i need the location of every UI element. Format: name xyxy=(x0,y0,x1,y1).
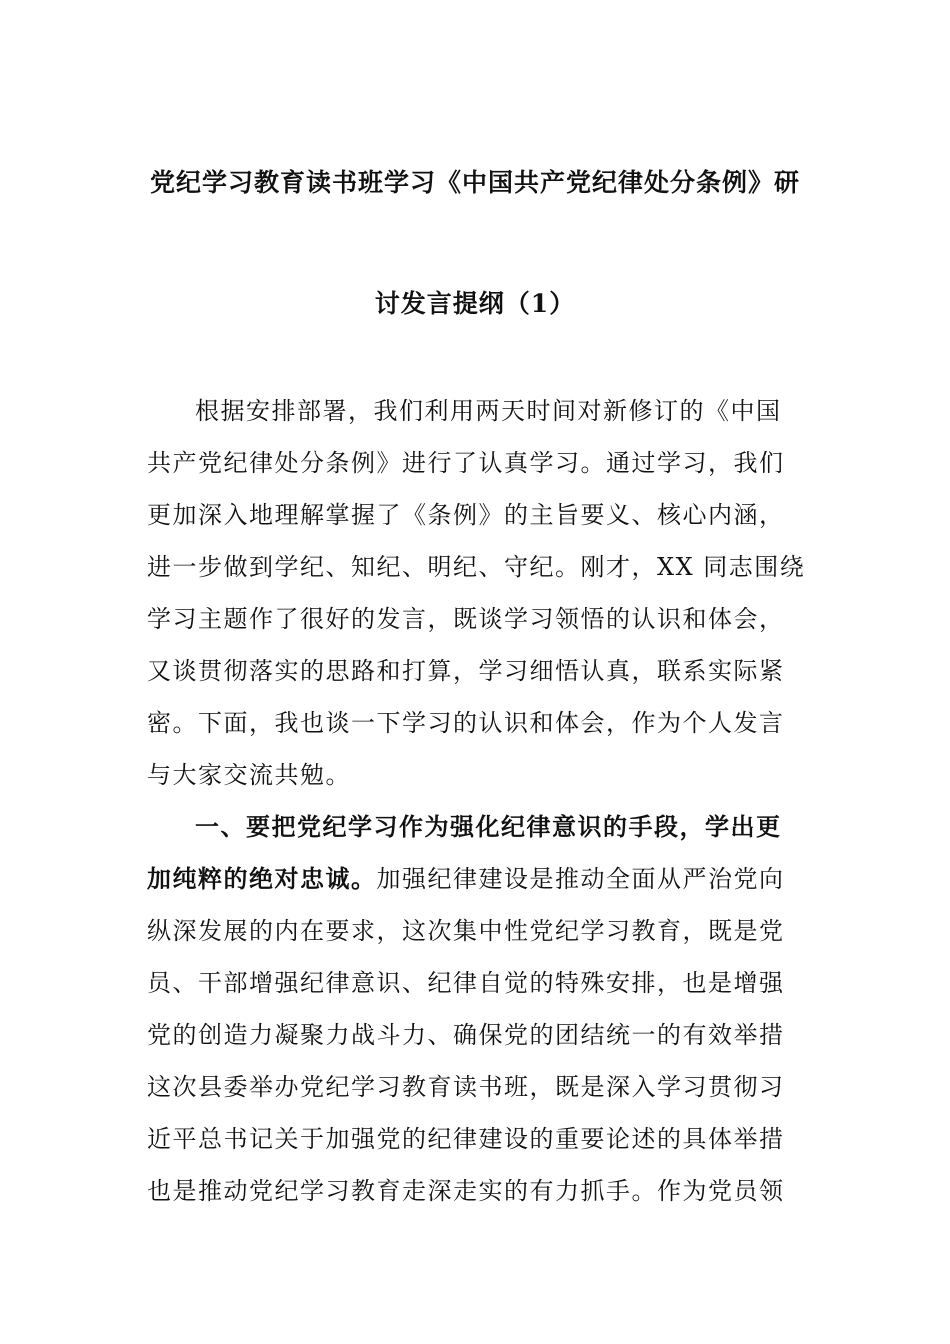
paragraph-2-line: 这次县委举办党纪学习教育读书班，既是深入学习贯彻习 xyxy=(147,1073,785,1101)
paragraph-2-line: 员、干部增强纪律意识、纪律自觉的特殊安排，也是增强 xyxy=(147,969,785,997)
paragraph-2-line xyxy=(147,862,785,896)
paragraph-2-text: 加强纪律建设是推动全面从严治党向 xyxy=(376,865,785,893)
paragraph-1-line: 进一步做到学纪、知纪、明纪、守纪。刚才，XX 同志围绕 xyxy=(147,553,806,581)
paragraph-2-line: 近平总书记关于加强党的纪律建设的重要论述的具体举措 xyxy=(147,1125,785,1153)
document-title-line-1: 党纪学习教育读书班学习《中国共产党纪律处分条例》研 xyxy=(149,168,800,197)
paragraph-1-line: 与大家交流共勉。 xyxy=(147,761,351,789)
paragraph-2-line: 党的创造力凝聚力战斗力、确保党的团结统一的有效举措 xyxy=(147,1021,785,1049)
paragraph-1-line: 学习主题作了很好的发言，既谈学习领悟的认识和体会， xyxy=(147,605,785,633)
paragraph-1-line: 又谈贯彻落实的思路和打算，学习细悟认真，联系实际紧 xyxy=(147,657,785,685)
paragraph-1-line: 根据安排部署，我们利用两天时间对新修订的《中国 xyxy=(195,397,782,425)
paragraph-2-line: 也是推动党纪学习教育走深走实的有力抓手。作为党员领 xyxy=(147,1177,785,1205)
section-heading-1-end: 加纯粹的绝对忠诚。 xyxy=(147,864,377,893)
paragraph-1-line: 密。下面，我也谈一下学习的认识和体会，作为个人发言 xyxy=(147,709,785,737)
paragraph-2-line: 纵深发展的内在要求，这次集中性党纪学习教育，既是党 xyxy=(147,917,785,945)
paragraph-1-line: 更加深入地理解掌握了《条例》的主旨要义、核心内涵， xyxy=(147,501,785,529)
document-title-line-2: 讨发言提纲（1） xyxy=(374,289,576,318)
section-heading-1: 一、要把党纪学习作为强化纪律意识的手段，学出更 xyxy=(195,812,782,841)
paragraph-1-line: 共产党纪律处分条例》进行了认真学习。通过学习，我们 xyxy=(147,449,785,477)
